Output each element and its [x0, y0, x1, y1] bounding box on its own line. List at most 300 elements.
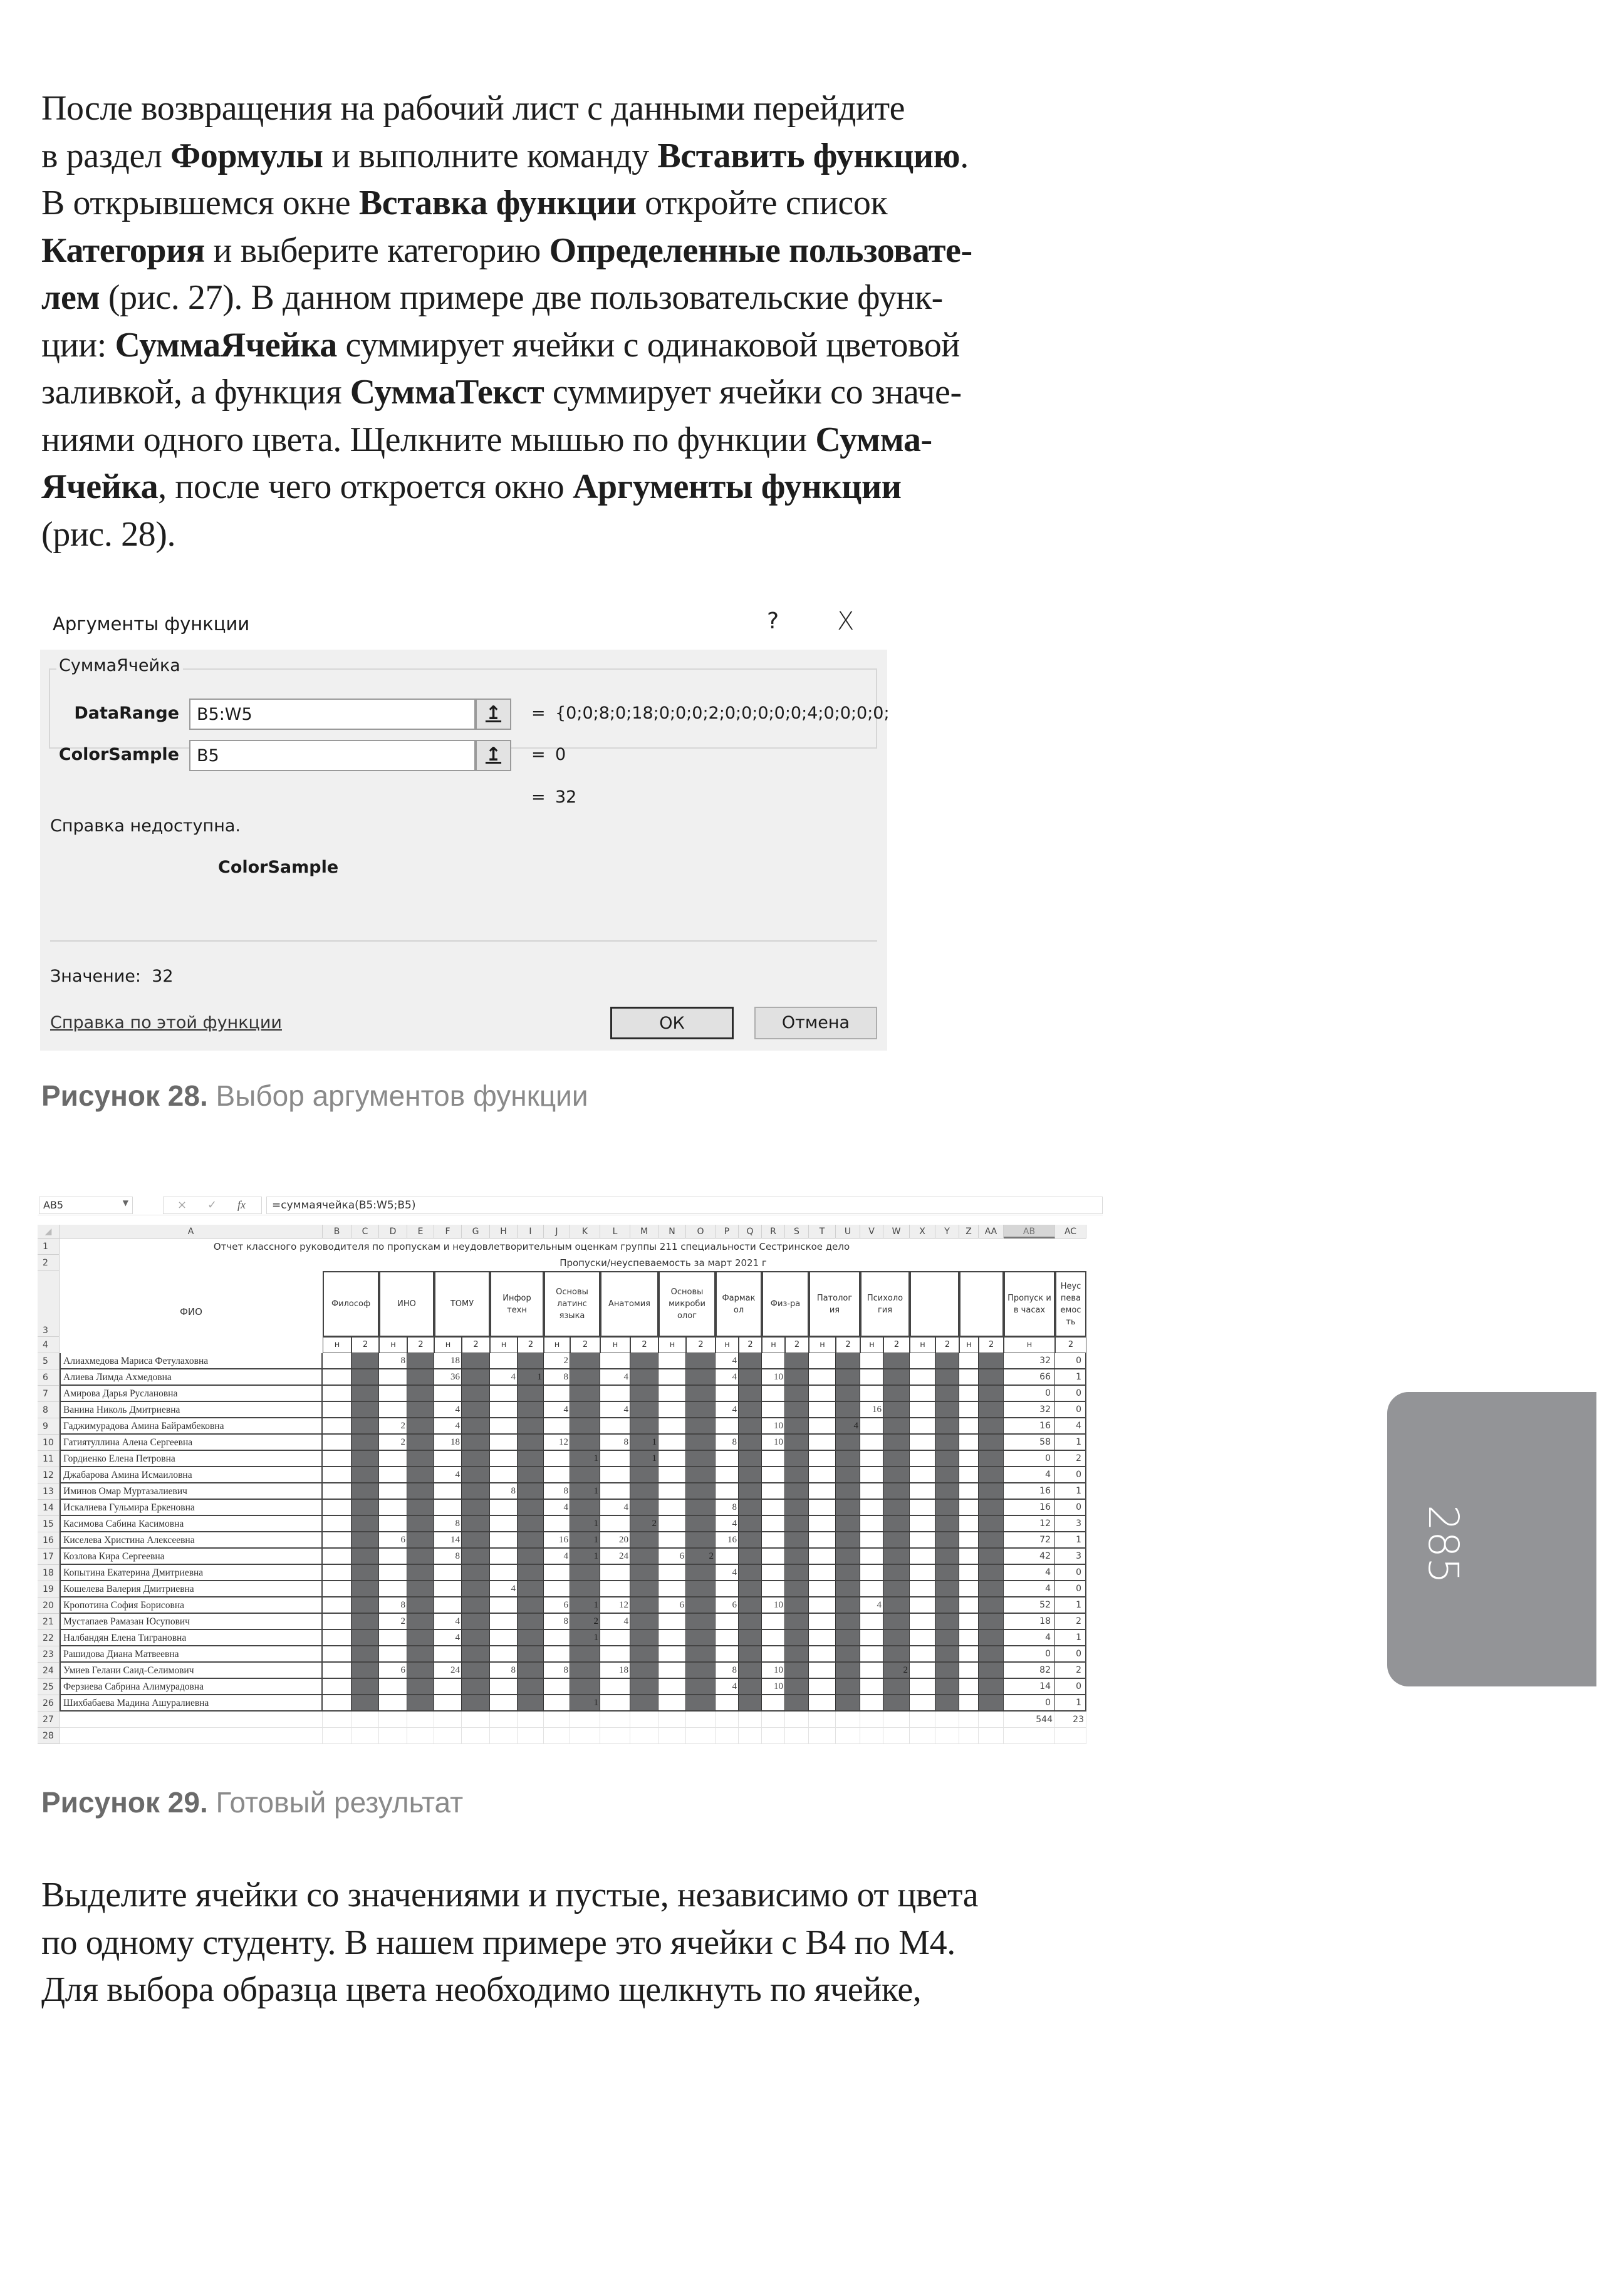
data-cell[interactable] [570, 1386, 600, 1402]
student-name[interactable]: Гордиенко Елена Петровна [60, 1451, 323, 1467]
data-cell[interactable] [883, 1451, 910, 1467]
row-header-28[interactable]: 28 [38, 1728, 60, 1744]
data-cell[interactable]: 4 [434, 1402, 462, 1418]
data-cell[interactable] [762, 1695, 785, 1712]
data-cell[interactable] [379, 1467, 407, 1483]
data-cell[interactable] [979, 1695, 1004, 1712]
data-cell[interactable] [407, 1516, 434, 1532]
grand-total-fails[interactable]: 23 [1073, 1715, 1084, 1725]
total-hours-cell[interactable]: 66 [1004, 1369, 1055, 1386]
total-hours-cell[interactable]: 72 [1004, 1532, 1055, 1549]
total-fails-cell[interactable]: 0 [1055, 1353, 1086, 1369]
row-header-26[interactable]: 26 [38, 1695, 60, 1712]
data-cell[interactable] [959, 1516, 979, 1532]
total-fails-cell[interactable]: 3 [1055, 1516, 1086, 1532]
column-header-u[interactable]: U [836, 1225, 860, 1239]
data-cell[interactable] [910, 1467, 935, 1483]
data-cell[interactable] [686, 1451, 716, 1467]
grid-cell[interactable] [630, 1712, 658, 1728]
data-cell[interactable] [630, 1549, 658, 1565]
data-cell[interactable] [407, 1549, 434, 1565]
data-cell[interactable] [351, 1353, 379, 1369]
grid-cell[interactable] [883, 1728, 910, 1744]
data-cell[interactable] [716, 1630, 739, 1646]
data-cell[interactable] [716, 1483, 739, 1500]
data-cell[interactable] [658, 1353, 686, 1369]
data-cell[interactable] [860, 1614, 883, 1630]
data-cell[interactable] [570, 1679, 600, 1695]
data-cell[interactable] [379, 1483, 407, 1500]
formula-input[interactable]: =суммаячейка(B5:W5;B5) [266, 1197, 1103, 1214]
data-cell[interactable]: 4 [716, 1369, 739, 1386]
data-cell[interactable] [935, 1663, 959, 1679]
data-cell[interactable] [407, 1500, 434, 1516]
data-cell[interactable] [570, 1467, 600, 1483]
data-cell[interactable] [809, 1418, 836, 1435]
column-header-f[interactable]: F [434, 1225, 462, 1239]
data-cell[interactable] [809, 1597, 836, 1614]
data-cell[interactable] [935, 1614, 959, 1630]
total-fails-cell[interactable]: 0 [1055, 1467, 1086, 1483]
data-cell[interactable] [785, 1467, 809, 1483]
data-cell[interactable] [323, 1630, 351, 1646]
data-cell[interactable] [490, 1630, 518, 1646]
data-cell[interactable] [462, 1402, 490, 1418]
data-cell[interactable]: 8 [379, 1353, 407, 1369]
column-header-p[interactable]: P [716, 1225, 739, 1239]
data-cell[interactable] [544, 1418, 570, 1435]
data-cell[interactable] [785, 1500, 809, 1516]
data-cell[interactable] [490, 1418, 518, 1435]
data-cell[interactable] [883, 1549, 910, 1565]
data-cell[interactable] [407, 1353, 434, 1369]
data-cell[interactable] [860, 1386, 883, 1402]
data-cell[interactable] [686, 1353, 716, 1369]
data-cell[interactable] [630, 1369, 658, 1386]
data-cell[interactable] [785, 1663, 809, 1679]
column-header-o[interactable]: O [686, 1225, 716, 1239]
total-hours-cell[interactable]: 4 [1004, 1565, 1055, 1581]
data-cell[interactable] [809, 1483, 836, 1500]
data-cell[interactable] [658, 1435, 686, 1451]
total-hours-cell[interactable]: 82 [1004, 1663, 1055, 1679]
total-fails-cell[interactable]: 1 [1055, 1435, 1086, 1451]
total-fails-cell[interactable]: 1 [1055, 1483, 1086, 1500]
data-cell[interactable] [462, 1614, 490, 1630]
data-cell[interactable] [860, 1516, 883, 1532]
data-cell[interactable] [686, 1386, 716, 1402]
data-cell[interactable] [809, 1451, 836, 1467]
grid-cell[interactable] [979, 1712, 1004, 1728]
data-cell[interactable] [809, 1695, 836, 1712]
data-cell[interactable] [323, 1451, 351, 1467]
student-name[interactable]: Кропотина София Борисовна [60, 1597, 323, 1614]
data-cell[interactable]: 8 [544, 1614, 570, 1630]
data-cell[interactable] [836, 1581, 860, 1597]
column-header-ac[interactable]: AC [1055, 1225, 1086, 1239]
data-cell[interactable] [686, 1516, 716, 1532]
grid-cell[interactable] [1004, 1728, 1055, 1744]
grid-cell[interactable] [836, 1728, 860, 1744]
data-cell[interactable]: 12 [600, 1597, 630, 1614]
data-cell[interactable] [860, 1646, 883, 1663]
data-cell[interactable]: 4 [716, 1402, 739, 1418]
data-cell[interactable] [686, 1500, 716, 1516]
data-cell[interactable] [518, 1695, 544, 1712]
data-cell[interactable] [836, 1451, 860, 1467]
data-cell[interactable] [686, 1646, 716, 1663]
data-cell[interactable] [979, 1369, 1004, 1386]
data-cell[interactable] [407, 1451, 434, 1467]
data-cell[interactable] [658, 1695, 686, 1712]
data-cell[interactable] [407, 1402, 434, 1418]
data-cell[interactable] [351, 1614, 379, 1630]
data-cell[interactable] [809, 1353, 836, 1369]
data-cell[interactable] [959, 1483, 979, 1500]
data-cell[interactable] [686, 1369, 716, 1386]
data-cell[interactable] [762, 1483, 785, 1500]
data-cell[interactable]: 14 [434, 1532, 462, 1549]
data-cell[interactable] [518, 1386, 544, 1402]
data-cell[interactable] [809, 1467, 836, 1483]
data-cell[interactable] [630, 1532, 658, 1549]
data-cell[interactable] [809, 1663, 836, 1679]
close-icon[interactable]: X [837, 607, 855, 636]
data-cell[interactable] [434, 1500, 462, 1516]
grid-cell[interactable] [379, 1712, 407, 1728]
column-header-v[interactable]: V [860, 1225, 883, 1239]
data-cell[interactable] [490, 1679, 518, 1695]
data-cell[interactable] [351, 1467, 379, 1483]
data-cell[interactable] [935, 1646, 959, 1663]
total-fails-cell[interactable]: 4 [1055, 1418, 1086, 1435]
data-cell[interactable]: 1 [570, 1630, 600, 1646]
data-cell[interactable] [836, 1646, 860, 1663]
data-cell[interactable] [979, 1451, 1004, 1467]
data-cell[interactable] [979, 1386, 1004, 1402]
data-cell[interactable] [490, 1565, 518, 1581]
data-cell[interactable] [658, 1386, 686, 1402]
column-header-z[interactable]: Z [959, 1225, 979, 1239]
column-header-i[interactable]: I [518, 1225, 544, 1239]
data-cell[interactable]: 10 [762, 1597, 785, 1614]
data-cell[interactable]: 1 [570, 1516, 600, 1532]
data-cell[interactable] [351, 1418, 379, 1435]
data-cell[interactable]: 2 [570, 1614, 600, 1630]
data-cell[interactable] [323, 1402, 351, 1418]
data-cell[interactable] [407, 1369, 434, 1386]
data-cell[interactable]: 2 [379, 1418, 407, 1435]
data-cell[interactable] [379, 1549, 407, 1565]
data-cell[interactable] [762, 1532, 785, 1549]
data-cell[interactable]: 8 [379, 1597, 407, 1614]
data-cell[interactable] [809, 1435, 836, 1451]
data-cell[interactable] [658, 1418, 686, 1435]
row-header-13[interactable]: 13 [38, 1483, 60, 1500]
data-cell[interactable] [959, 1402, 979, 1418]
student-name[interactable]: Кошелева Валерия Дмитриевна [60, 1581, 323, 1597]
grid-cell[interactable] [570, 1728, 600, 1744]
data-cell[interactable]: 6 [379, 1663, 407, 1679]
student-name[interactable]: Амирова Дарья Руслановна [60, 1386, 323, 1402]
data-cell[interactable]: 6 [379, 1532, 407, 1549]
data-cell[interactable] [544, 1451, 570, 1467]
grid-cell[interactable] [910, 1728, 935, 1744]
data-cell[interactable] [739, 1418, 762, 1435]
data-cell[interactable] [739, 1695, 762, 1712]
data-cell[interactable]: 8 [434, 1549, 462, 1565]
data-cell[interactable] [462, 1369, 490, 1386]
data-cell[interactable] [407, 1532, 434, 1549]
data-cell[interactable] [490, 1467, 518, 1483]
data-cell[interactable] [716, 1646, 739, 1663]
data-cell[interactable]: 12 [544, 1435, 570, 1451]
data-cell[interactable] [518, 1467, 544, 1483]
data-cell[interactable]: 10 [762, 1679, 785, 1695]
data-cell[interactable]: 1 [570, 1483, 600, 1500]
data-cell[interactable] [518, 1630, 544, 1646]
data-cell[interactable] [739, 1369, 762, 1386]
data-cell[interactable] [935, 1630, 959, 1646]
data-cell[interactable] [686, 1679, 716, 1695]
column-header-h[interactable]: H [490, 1225, 518, 1239]
data-cell[interactable] [630, 1679, 658, 1695]
data-cell[interactable] [658, 1451, 686, 1467]
data-cell[interactable] [762, 1500, 785, 1516]
data-cell[interactable] [959, 1646, 979, 1663]
data-cell[interactable] [979, 1418, 1004, 1435]
data-cell[interactable] [836, 1532, 860, 1549]
data-cell[interactable] [490, 1353, 518, 1369]
data-cell[interactable] [910, 1435, 935, 1451]
data-cell[interactable] [910, 1516, 935, 1532]
data-cell[interactable] [935, 1353, 959, 1369]
data-cell[interactable] [462, 1435, 490, 1451]
data-cell[interactable] [910, 1369, 935, 1386]
data-cell[interactable]: 4 [716, 1565, 739, 1581]
data-cell[interactable] [570, 1402, 600, 1418]
total-fails-cell[interactable]: 0 [1055, 1679, 1086, 1695]
data-cell[interactable] [490, 1532, 518, 1549]
data-cell[interactable] [570, 1418, 600, 1435]
data-cell[interactable] [686, 1467, 716, 1483]
grid-cell[interactable] [518, 1712, 544, 1728]
data-cell[interactable] [686, 1581, 716, 1597]
data-cell[interactable] [407, 1646, 434, 1663]
data-cell[interactable]: 4 [434, 1418, 462, 1435]
grid-cell[interactable] [1055, 1728, 1086, 1744]
data-cell[interactable] [490, 1435, 518, 1451]
row-header-12[interactable]: 12 [38, 1467, 60, 1483]
data-cell[interactable] [836, 1695, 860, 1712]
data-cell[interactable] [910, 1565, 935, 1581]
data-cell[interactable] [979, 1614, 1004, 1630]
grid-cell[interactable] [323, 1728, 351, 1744]
data-cell[interactable] [600, 1581, 630, 1597]
data-cell[interactable] [462, 1483, 490, 1500]
data-cell[interactable] [739, 1467, 762, 1483]
data-cell[interactable] [462, 1695, 490, 1712]
data-cell[interactable] [785, 1614, 809, 1630]
data-cell[interactable]: 6 [658, 1597, 686, 1614]
data-cell[interactable] [658, 1614, 686, 1630]
total-fails-cell[interactable]: 0 [1055, 1500, 1086, 1516]
data-cell[interactable] [490, 1614, 518, 1630]
data-cell[interactable]: 1 [630, 1435, 658, 1451]
grid-cell[interactable] [490, 1728, 518, 1744]
data-cell[interactable] [979, 1549, 1004, 1565]
data-cell[interactable] [630, 1500, 658, 1516]
data-cell[interactable] [860, 1451, 883, 1467]
data-cell[interactable] [959, 1369, 979, 1386]
data-cell[interactable] [860, 1663, 883, 1679]
data-cell[interactable] [544, 1467, 570, 1483]
data-cell[interactable] [490, 1549, 518, 1565]
data-cell[interactable] [935, 1435, 959, 1451]
data-cell[interactable] [323, 1418, 351, 1435]
column-header-g[interactable]: G [462, 1225, 490, 1239]
student-name[interactable]: Козлова Кира Сергеевна [60, 1549, 323, 1565]
data-cell[interactable] [910, 1386, 935, 1402]
data-cell[interactable] [883, 1646, 910, 1663]
grid-cell[interactable] [762, 1728, 785, 1744]
data-cell[interactable] [809, 1679, 836, 1695]
row-header-20[interactable]: 20 [38, 1597, 60, 1614]
data-cell[interactable] [959, 1695, 979, 1712]
grid-cell[interactable] [323, 1712, 351, 1728]
data-cell[interactable] [785, 1646, 809, 1663]
data-cell[interactable] [323, 1369, 351, 1386]
data-cell[interactable] [351, 1695, 379, 1712]
data-cell[interactable]: 8 [544, 1663, 570, 1679]
grand-total-hours[interactable]: 544 [1036, 1715, 1053, 1725]
data-cell[interactable] [407, 1614, 434, 1630]
data-cell[interactable] [836, 1369, 860, 1386]
data-cell[interactable] [658, 1516, 686, 1532]
data-cell[interactable] [910, 1483, 935, 1500]
data-cell[interactable]: 4 [544, 1402, 570, 1418]
data-cell[interactable] [883, 1483, 910, 1500]
data-cell[interactable] [544, 1630, 570, 1646]
data-cell[interactable] [860, 1467, 883, 1483]
data-cell[interactable] [570, 1646, 600, 1663]
data-cell[interactable] [518, 1532, 544, 1549]
data-cell[interactable] [323, 1467, 351, 1483]
data-cell[interactable] [959, 1532, 979, 1549]
data-cell[interactable] [739, 1451, 762, 1467]
data-cell[interactable]: 8 [490, 1483, 518, 1500]
grid-cell[interactable] [518, 1728, 544, 1744]
data-cell[interactable] [518, 1402, 544, 1418]
data-cell[interactable] [883, 1435, 910, 1451]
data-cell[interactable]: 16 [860, 1402, 883, 1418]
grid-cell[interactable] [785, 1712, 809, 1728]
student-name[interactable]: Умиев Гелани Саид-Селимович [60, 1663, 323, 1679]
grid-cell[interactable] [716, 1712, 739, 1728]
data-cell[interactable] [434, 1565, 462, 1581]
data-cell[interactable] [883, 1532, 910, 1549]
row-header-5[interactable]: 5 [38, 1353, 60, 1369]
data-cell[interactable] [630, 1614, 658, 1630]
data-cell[interactable] [762, 1402, 785, 1418]
data-cell[interactable] [686, 1435, 716, 1451]
data-cell[interactable]: 6 [658, 1549, 686, 1565]
data-cell[interactable] [785, 1483, 809, 1500]
total-hours-cell[interactable]: 32 [1004, 1353, 1055, 1369]
data-cell[interactable] [630, 1353, 658, 1369]
grid-cell[interactable] [407, 1728, 434, 1744]
student-name[interactable]: Гатиятуллина Алена Сергеевна [60, 1435, 323, 1451]
data-cell[interactable]: 2 [686, 1549, 716, 1565]
data-cell[interactable] [860, 1549, 883, 1565]
total-fails-cell[interactable]: 0 [1055, 1581, 1086, 1597]
data-cell[interactable]: 4 [716, 1516, 739, 1532]
data-cell[interactable] [836, 1435, 860, 1451]
row-header-9[interactable]: 9 [38, 1418, 60, 1435]
data-cell[interactable] [630, 1630, 658, 1646]
data-cell[interactable] [910, 1532, 935, 1549]
row-header-14[interactable]: 14 [38, 1500, 60, 1516]
data-cell[interactable] [910, 1402, 935, 1418]
data-cell[interactable] [716, 1549, 739, 1565]
data-cell[interactable] [686, 1663, 716, 1679]
row-header-21[interactable]: 21 [38, 1614, 60, 1630]
data-cell[interactable] [630, 1418, 658, 1435]
data-cell[interactable] [544, 1565, 570, 1581]
data-cell[interactable] [544, 1679, 570, 1695]
data-cell[interactable] [351, 1581, 379, 1597]
grid-cell[interactable] [860, 1712, 883, 1728]
total-hours-cell[interactable]: 0 [1004, 1646, 1055, 1663]
data-cell[interactable] [762, 1386, 785, 1402]
student-name[interactable]: Ванина Николь Дмитриевна [60, 1402, 323, 1418]
grid-cell[interactable] [630, 1728, 658, 1744]
data-cell[interactable]: 8 [544, 1483, 570, 1500]
data-cell[interactable] [686, 1565, 716, 1581]
data-cell[interactable] [959, 1386, 979, 1402]
data-cell[interactable] [762, 1516, 785, 1532]
data-cell[interactable] [716, 1451, 739, 1467]
data-cell[interactable] [600, 1679, 630, 1695]
data-cell[interactable] [860, 1353, 883, 1369]
data-cell[interactable] [518, 1435, 544, 1451]
data-cell[interactable] [379, 1516, 407, 1532]
data-cell[interactable] [518, 1500, 544, 1516]
data-cell[interactable] [462, 1532, 490, 1549]
data-cell[interactable] [739, 1630, 762, 1646]
data-cell[interactable]: 10 [762, 1418, 785, 1435]
data-cell[interactable] [570, 1500, 600, 1516]
data-cell[interactable]: 1 [570, 1597, 600, 1614]
grid-cell[interactable] [836, 1712, 860, 1728]
data-cell[interactable] [630, 1483, 658, 1500]
data-cell[interactable] [434, 1646, 462, 1663]
data-cell[interactable] [935, 1369, 959, 1386]
data-cell[interactable] [658, 1532, 686, 1549]
data-cell[interactable] [935, 1418, 959, 1435]
row-header-8[interactable]: 8 [38, 1402, 60, 1418]
data-cell[interactable] [910, 1418, 935, 1435]
data-cell[interactable] [979, 1646, 1004, 1663]
data-cell[interactable] [809, 1402, 836, 1418]
grid-cell[interactable] [762, 1712, 785, 1728]
colorsample-collapse-button[interactable] [476, 740, 511, 771]
data-cell[interactable] [785, 1402, 809, 1418]
total-fails-cell[interactable]: 2 [1055, 1663, 1086, 1679]
data-cell[interactable] [658, 1369, 686, 1386]
data-cell[interactable] [979, 1353, 1004, 1369]
data-cell[interactable] [860, 1435, 883, 1451]
